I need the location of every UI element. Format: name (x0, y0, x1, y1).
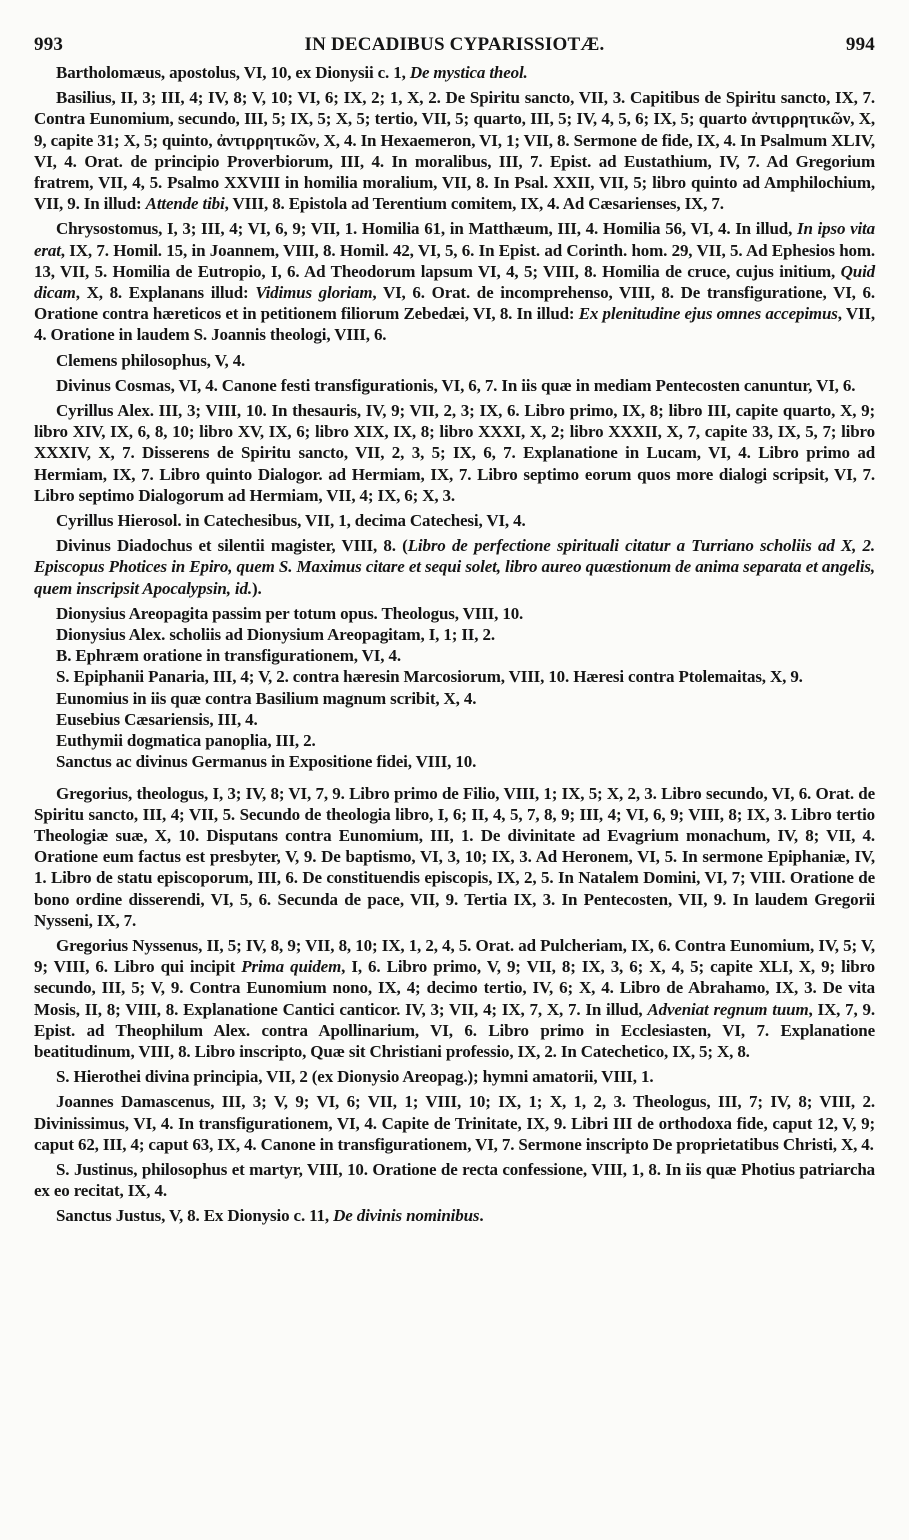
entry-text: Sanctus Justus, V, 8. Ex Dionysio c. 11, (56, 1206, 334, 1226)
index-entry (34, 1091, 875, 1155)
entry-text: , X, 8. Explanans illud: (75, 283, 256, 303)
index-entry (34, 375, 875, 396)
index-entry (34, 645, 875, 666)
index-entry (34, 62, 875, 83)
index-entry (34, 510, 875, 531)
entry-text: , VIII, 8. Epistola ad Terentium comitem, IX, 4. Ad Cæsarienses, IX, 7. (224, 194, 724, 214)
entry-text: Divinus Diadochus et silentii magister, VIII, 8. ( (56, 536, 408, 556)
entry-text: Cyrillus Hierosol. in Catechesibus, VII, 1, decima Catechesi, VI, 4. (56, 511, 526, 531)
italic-text: Libro de perfectione spirituali citatur a Turriano scholiis ad X, 2. Episcopus Photices in Epiro, quem S. Maximus citare et sequi solet, libro aureo quæstionum de anima separata et angelis, quem inscripsit Apocalypsin, id. (34, 536, 875, 598)
index-entry (34, 350, 875, 371)
index-entry (34, 535, 875, 599)
entry-text: , IX, 7. Homil. 15, in Joannem, VIII, 8. Homil. 42, VI, 5, 6. In Epist. ad Corinth. hom. 29, VII, 5. Ad Ephesios hom. 13, VII, 5. Homilia de Eutropio, I, 6. Ad Theodorum lapsum VI, 4, 5; VIII, 8. Homilia de cruce, cujus initium, (34, 240, 875, 281)
index-entry (34, 1159, 875, 1201)
running-title: IN DECADIBUS CYPARISSIOTÆ. (304, 34, 605, 55)
italic-text: Ex plenitudine ejus omnes accepimus (578, 304, 838, 324)
index-entry (34, 603, 875, 624)
italic-text: In ipso vita erat (34, 219, 875, 260)
entry-text: Chrysostomus, I, 3; III, 4; VI, 6, 9; VII, 1. Homilia 61, in Matthæum, III, 4. Homilia 56, VI, 4. In illud, (56, 219, 797, 239)
index-entries (34, 62, 875, 1227)
entry-text: Clemens philosophus, V, 4. (56, 350, 246, 370)
entry-text: Eunomius in iis quæ contra Basilium magnum scribit, X, 4. (56, 688, 477, 708)
italic-text: Vidimus gloriam (255, 283, 373, 303)
entry-text: S. Epiphanii Panaria, III, 4; V, 2. contra hæresin Marcosiorum, VIII, 10. Hæresi contra Ptolemaitas, X, 9. (56, 667, 803, 687)
entry-text: Bartholomæus, apostolus, VI, 10, ex Dionysii c. 1, (56, 63, 410, 82)
index-entry (34, 87, 875, 214)
index-entry (34, 688, 875, 709)
index-entry (34, 400, 875, 506)
index-entry (34, 751, 875, 772)
entry-text: Dionysius Areopagita passim per totum opus. Theologus, VIII, 10. (56, 603, 524, 623)
entry-text: Divinus Cosmas, VI, 4. Canone festi transfigurationis, VI, 6, 7. In iis quæ in mediam Pentecosten canuntur, VI, 6. (56, 375, 856, 395)
entry-text: Sanctus ac divinus Germanus in Expositione fidei, VIII, 10. (56, 752, 477, 772)
entry-text: Joannes Damascenus, III, 3; V, 9; VI, 6; VII, 1; VIII, 10; IX, 1; X, 1, 2, 3. Theologus, III, 7; IV, 8; VIII, 2. Divinissimus, VI, 4. In transfigurationem, VI, 4. Capite de Trinitate, IX, 9. Libri III de orthodoxa fide, caput 12, V, 9; caput 62, III, 4; caput 63, IX, 4. Canone in transfigurationem, VI, 7. Sermone inscripto De proprietatibus Christi, X, 4. (34, 1092, 875, 1154)
index-entry (34, 1205, 875, 1226)
italic-text: De mystica theol. (409, 63, 528, 82)
index-entry (34, 730, 875, 751)
entry-text: Gregorius, theologus, I, 3; IV, 8; VI, 7, 9. Libro primo de Filio, VIII, 1; IX, 5; X, 2, 3. Libro secundo, VI, 6. Orat. de Spiritu sancto, III, 4; VII, 5. Secundo de theologia libro, I, 6; II, 4, 5, 7, 8, 9; III, 4; VI, 6, 9; VIII, 8; IX, 3. Libro tertio Theologiæ suæ, X, 10. Disputans contra Eunomium, III, 1. De divinitate ad Evagrium monachum, IV, 8; VII, 4. Oratione eum factus est presbyter, V, 9. De baptismo, VI, 3, 10; IX, 3. Ad Heronem, VI, 5. In sermone Epiphaniæ, IV, 1. Libro de statu episcoporum, III, 6. De constituendis episcopis, IX, 2, 5. In Natalem Domini, VI, 7; VIII. Oratione de bono ordine disserendi, VI, 5, 6. Secunda de pace, VII, 9. Tertia IX, 3. In Pentecosten, VII, 9. In laudem Gregorii Nysseni, IX, 7. (34, 783, 875, 930)
entry-text: , VII, 4. Oratione in laudem S. Joannis theologi, VIII, 6. (34, 304, 875, 345)
index-entry (34, 218, 875, 345)
index-entry (34, 783, 875, 931)
entry-text: B. Ephræm oratione in transfigurationem, VI, 4. (56, 646, 401, 666)
italic-text: Quid dicam (34, 261, 875, 303)
entry-text: Basilius, II, 3; III, 4; IV, 8; V, 10; VI, 6; IX, 2; 1, X, 2. De Spiritu sancto, VII, 3. Capitibus de Spiritu sancto, IX, 7. Contra Eunomium, secundo, III, 5; IX, 5; X, 5; tertio, VII, 5; quarto, III, 5; IV, 4, 5, 6; IX, 5; quarto ἀντιρρητικῶν, X, 9, capite 31; X, 5; quinto, ἀντιρρητικῶν, X, 4. In Hexaemeron, VI, 1; VII, 8. Sermone de fide, IX, 4. In Psalmum XLIV, VI, 4. Orat. de principio Proverbiorum, III, 4. In moralibus, III, 7. Epist. ad Eustathium, IV, 7. Ad Gregorium fratrem, VII, 4, 5. Psalmo XXVIII in homilia moralium, VII, 8. In Psal. XXII, VII, 5; libro quinto ad Amphilochium, VII, 9. In illud: (34, 88, 875, 214)
index-entry (34, 666, 875, 687)
entry-text: Euthymii dogmatica panoplia, III, 2. (56, 731, 316, 751)
entry-text: Eusebius Cæsariensis, III, 4. (56, 709, 258, 729)
index-entry (34, 624, 875, 645)
entry-text: . (479, 1206, 484, 1226)
entry-text: Cyrillus Alex. III, 3; VIII, 10. In thesauris, IV, 9; VII, 2, 3; IX, 6. Libro primo, IX, 8; libro III, capite quarto, X, 9; libro XIV, IX, 6, 8, 10; libro XV, IX, 6; libro XIX, IX, 8; libro XXXI, X, 2; libro XXXII, X, 7, capite 33, IX, 5, 7; libro XXXIV, X, 7. Disserens de Spiritu sancto, VII, 2, 3, 5; IX, 6, 7. Explanatione in Lucam, VI, 4. Libro primo ad Hermiam, IX, 7. Libro quinto Dialogor. ad Hermiam, IX, 7. Libro septimo eorum quos more dialogi scripsit, VI, 7. Libro septimo Dialogorum ad Hermiam, VII, 4; IX, 6; X, 3. (34, 401, 875, 505)
entry-text: , I, 6. Libro primo, V, 9; VII, 8; IX, 3, 6; X, 4, 5; capite XLI, X, 9; libro secundo, III, 5; V, 9. Contra Eunomium nono, IX, 4; decimo tertio, IV, 6; X, 4. Libro de Abrahamo, IX, 3. De vita Mosis, II, 8; VIII, 8. Explanatione Cantici canticor. IV, 3; VII, 4; IX, 7, X, 7. In illud, (34, 957, 876, 1019)
italic-text: Adveniat regnum tuum (647, 999, 809, 1019)
index-entry (34, 1066, 875, 1087)
italic-text: Attende tibi (145, 194, 225, 214)
entry-text: , IX, 7, 9. Epist. ad Theophilum Alex. contra Apollinarium, VI, 6. Libro primo in Ecclesiasten, VI, 7. Explanatione beatitudinum, VIII, 8. Libro inscripto, Quæ sit Christiani professio, IX, 2. In Catechetico, IX, 5; X, 8. (34, 999, 875, 1061)
page-header (34, 34, 875, 56)
entry-text: S. Hierothei divina principia, VII, 2 (ex Dionysio Areopag.); hymni amatorii, VIII, 1. (56, 1067, 654, 1087)
page-number-left: 993 (34, 34, 64, 55)
entry-text: Gregorius Nyssenus, II, 5; IV, 8, 9; VII, 8, 10; IX, 1, 2, 4, 5. Orat. ad Pulcheriam, IX, 6. Contra Eunomium, IV, 5; V, 9; VIII, 6. Libro qui incipit (34, 935, 875, 977)
entry-text: ). (251, 578, 262, 598)
entry-text: , VI, 6. Orat. de incomprehenso, VIII, 8. De transfiguratione, VI, 6. Oratione contra hæreticos et in petitionem filiorum Zebedæi, VI, 8. In illud: (34, 283, 875, 324)
italic-text: De divinis nominibus (333, 1206, 480, 1226)
italic-text: Prima quidem (241, 957, 342, 977)
entry-text: S. Justinus, philosophus et martyr, VIII, 10. Oratione de recta confessione, VIII, 1, 8. In iis quæ Photius patriarcha ex eo recitat, IX, 4. (34, 1159, 875, 1201)
page-number-right: 994 (845, 34, 875, 55)
index-entry (34, 935, 875, 1062)
entry-text: Dionysius Alex. scholiis ad Dionysium Areopagitam, I, 1; II, 2. (56, 625, 495, 645)
index-entry (34, 709, 875, 730)
